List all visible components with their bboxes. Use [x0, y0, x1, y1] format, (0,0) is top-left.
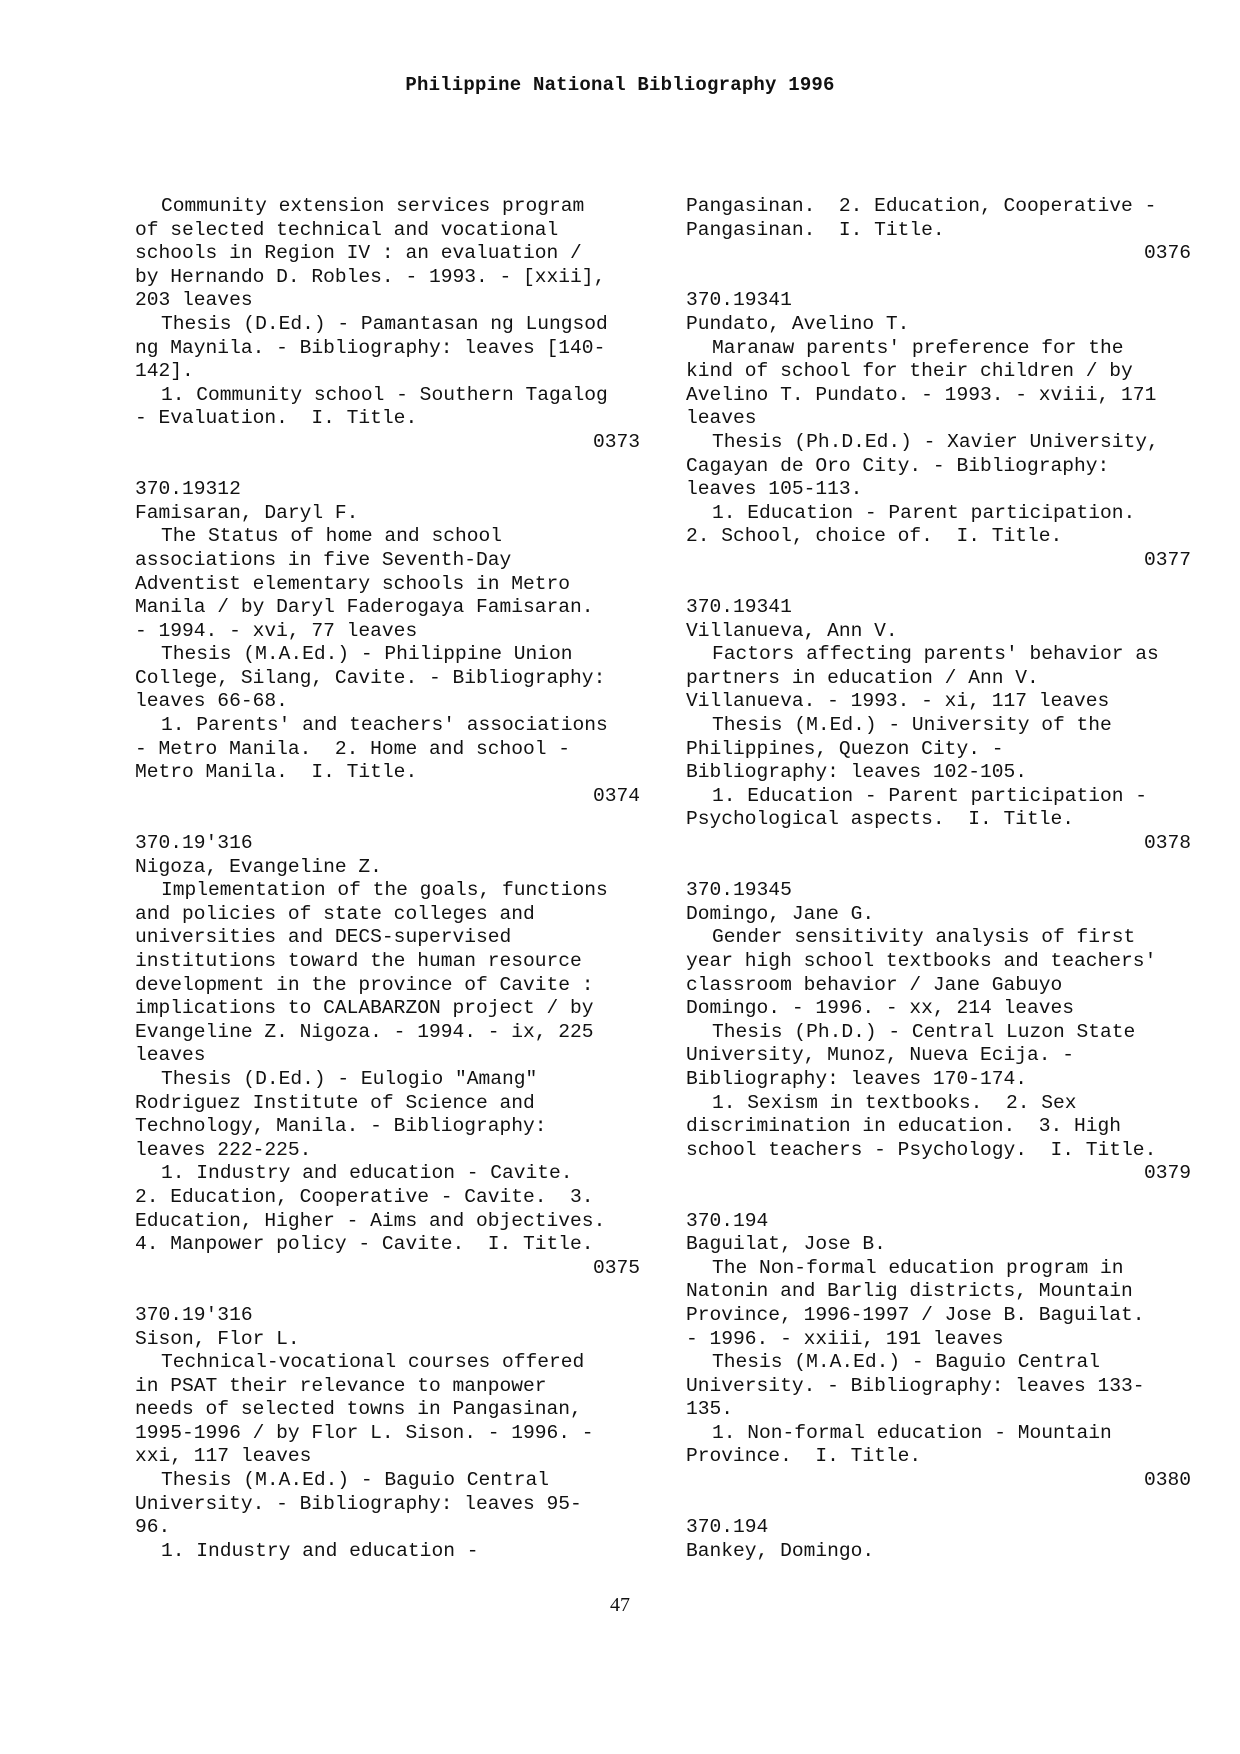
- entry-line: 370.19312: [135, 478, 241, 501]
- entry-line: 370.19'316: [135, 1303, 253, 1326]
- entry-line: 370.19341: [686, 289, 792, 312]
- entry-line: 1. Education - Parent participation -: [712, 784, 1148, 807]
- entry-line: school teachers - Psychology. I. Title.: [686, 1138, 1157, 1161]
- entry-line: 96.: [135, 1516, 171, 1539]
- entry-line: Technology, Manila. - Bibliography:: [135, 1115, 547, 1138]
- entry-line: ng Maynila. - Bibliography: leaves [140-: [135, 336, 606, 359]
- entry-line: Bankey, Domingo.: [686, 1539, 875, 1562]
- entry-line: Cagayan de Oro City. - Bibliography:: [686, 454, 1110, 477]
- right-column: [686, 195, 1191, 1563]
- entry-number: 0378: [1143, 832, 1191, 855]
- entry-line: by Hernando D. Robles. - 1993. - [xxii],: [135, 265, 606, 288]
- entry-line: Province. I. Title.: [686, 1445, 922, 1468]
- entry-gap: [135, 808, 640, 832]
- entry-number: 0375: [592, 1256, 640, 1279]
- entry-line: Manila / by Daryl Faderogaya Famisaran.: [135, 596, 594, 619]
- entry-line: 1. Sexism in textbooks. 2. Sex: [712, 1091, 1077, 1114]
- entry-line: leaves: [135, 1044, 206, 1067]
- entry-line: associations in five Seventh-Day: [135, 548, 512, 571]
- entry-number: 0379: [1143, 1162, 1191, 1185]
- entry-line: 2. Education, Cooperative - Cavite. 3.: [135, 1185, 594, 1208]
- entry-line: universities and DECS-supervised: [135, 926, 512, 949]
- entry-line: leaves 105-113.: [686, 478, 863, 501]
- entry-line: Evangeline Z. Nigoza. - 1994. - ix, 225: [135, 1020, 594, 1043]
- entry-line: Psychological aspects. I. Title.: [686, 808, 1075, 831]
- entry-line: Philippines, Quezon City. -: [686, 737, 1004, 760]
- entry-gap: [135, 1280, 640, 1304]
- entry-line: 370.19'316: [135, 832, 253, 855]
- entry-line: The Non-formal education program in: [712, 1256, 1124, 1279]
- entry-gap: [686, 573, 1191, 597]
- entry-line: - 1994. - xvi, 77 leaves: [135, 619, 418, 642]
- entry-line: Villanueva. - 1993. - xi, 117 leaves: [686, 690, 1110, 713]
- entry-number: 0376: [1143, 242, 1191, 265]
- entry-line: Thesis (D.Ed.) - Eulogio "Amang": [161, 1067, 538, 1090]
- entry-line: 370.19345: [686, 879, 792, 902]
- entry-line: 1. Non-formal education - Mountain: [712, 1421, 1112, 1444]
- entry-line: University. - Bibliography: leaves 133-: [686, 1374, 1145, 1397]
- entry-line: Technical-vocational courses offered: [161, 1351, 585, 1374]
- entry-line: Pangasinan. 2. Education, Cooperative -: [686, 195, 1157, 217]
- entry-line: 370.19341: [686, 596, 792, 619]
- entry-line: Thesis (M.Ed.) - University of the: [712, 714, 1112, 737]
- entry-line: discrimination in education. 3. High: [686, 1115, 1122, 1138]
- entry-number: 0373: [592, 430, 640, 453]
- entry-line: xxi, 117 leaves: [135, 1445, 312, 1468]
- entry-line: 203 leaves: [135, 289, 253, 312]
- entry-line: University. - Bibliography: leaves 95-: [135, 1492, 582, 1515]
- entry-line: institutions toward the human resource: [135, 950, 582, 972]
- entry-line: Pundato, Avelino T.: [686, 312, 910, 335]
- entry-gap: [135, 455, 640, 479]
- entry-gap: [686, 856, 1191, 880]
- entry-line: and policies of state colleges and: [135, 902, 535, 925]
- entry-line: 370.194: [686, 1516, 769, 1539]
- entry-number: 0380: [1143, 1469, 1191, 1492]
- entry-line: 1995-1996 / by Flor L. Sison. - 1996. -: [135, 1421, 594, 1444]
- entry-line: leaves 66-68.: [135, 690, 288, 713]
- entry-line: year high school textbooks and teachers': [686, 950, 1157, 972]
- entry-line: Natonin and Barlig districts, Mountain: [686, 1280, 1133, 1303]
- entry-line: Famisaran, Daryl F.: [135, 501, 359, 524]
- entry-line: Implementation of the goals, functions: [161, 879, 608, 902]
- entry-line: Maranaw parents' preference for the: [712, 336, 1124, 359]
- entry-line: 1. Parents' and teachers' associations: [161, 714, 608, 737]
- entry-line: Nigoza, Evangeline Z.: [135, 855, 382, 878]
- entry-line: leaves: [686, 407, 757, 430]
- entry-line: 1. Industry and education - Cavite.: [161, 1162, 573, 1185]
- entry-gap: [686, 266, 1191, 290]
- entry-line: Baguilat, Jose B.: [686, 1233, 886, 1256]
- entry-line: kind of school for their children / by: [686, 360, 1133, 383]
- entry-gap: [686, 1493, 1191, 1517]
- entry-line: 1. Education - Parent participation.: [712, 501, 1136, 524]
- entry-line: partners in education / Ann V.: [686, 666, 1039, 689]
- entry-line: 1. Industry and education -: [161, 1539, 479, 1562]
- entry-line: Pangasinan. I. Title.: [686, 218, 945, 241]
- entry-line: Rodriguez Institute of Science and: [135, 1091, 535, 1114]
- entry-line: The Status of home and school: [161, 525, 502, 548]
- entry-line: Factors affecting parents' behavior as: [712, 643, 1159, 666]
- entry-line: Thesis (M.A.Ed.) - Philippine Union: [161, 643, 573, 666]
- entry-line: Sison, Flor L.: [135, 1327, 300, 1350]
- entry-line: Thesis (Ph.D.) - Central Luzon State: [712, 1020, 1136, 1043]
- entry-line: Gender sensitivity analysis of first: [712, 926, 1136, 949]
- entry-line: 142].: [135, 360, 194, 383]
- entry-line: 2. School, choice of. I. Title.: [686, 525, 1063, 548]
- entry-line: Thesis (Ph.D.Ed.) - Xavier University,: [712, 430, 1159, 453]
- entry-line: - 1996. - xxiii, 191 leaves: [686, 1327, 1004, 1350]
- entry-line: Education, Higher - Aims and objectives.: [135, 1209, 606, 1232]
- entry-line: Province, 1996-1997 / Jose B. Baguilat.: [686, 1303, 1145, 1326]
- entry-line: implications to CALABARZON project / by: [135, 997, 594, 1020]
- entry-line: Metro Manila. I. Title.: [135, 761, 418, 784]
- entry-number: 0377: [1143, 548, 1191, 571]
- entry-line: Thesis (M.A.Ed.) - Baguio Central: [712, 1351, 1101, 1374]
- entry-line: College, Silang, Cavite. - Bibliography:: [135, 666, 606, 689]
- entry-line: Bibliography: leaves 170-174.: [686, 1067, 1027, 1090]
- entry-line: 1. Community school - Southern Tagalog: [161, 383, 608, 406]
- entry-line: 4. Manpower policy - Cavite. I. Title.: [135, 1233, 594, 1256]
- entry-line: - Evaluation. I. Title.: [135, 407, 418, 430]
- entry-number: 0374: [592, 784, 640, 807]
- entry-line: classroom behavior / Jane Gabuyo: [686, 973, 1063, 996]
- entry-line: Thesis (D.Ed.) - Pamantasan ng Lungsod: [161, 312, 608, 335]
- entry-line: needs of selected towns in Pangasinan,: [135, 1398, 582, 1421]
- entry-line: University, Munoz, Nueva Ecija. -: [686, 1044, 1075, 1067]
- entry-line: 135.: [686, 1398, 734, 1421]
- entry-line: Community extension services program: [161, 195, 585, 217]
- entry-line: in PSAT their relevance to manpower: [135, 1374, 547, 1397]
- entry-gap: [686, 1186, 1191, 1210]
- entry-line: of selected technical and vocational: [135, 218, 559, 241]
- entry-line: Domingo. - 1996. - xx, 214 leaves: [686, 997, 1075, 1020]
- entry-line: Adventist elementary schools in Metro: [135, 572, 571, 595]
- page-number: 47: [610, 1594, 630, 1616]
- entry-line: 370.194: [686, 1209, 769, 1232]
- entry-line: Thesis (M.A.Ed.) - Baguio Central: [161, 1469, 550, 1492]
- entry-line: Domingo, Jane G.: [686, 902, 875, 925]
- entry-line: schools in Region IV : an evaluation /: [135, 242, 582, 265]
- entry-line: Bibliography: leaves 102-105.: [686, 761, 1027, 784]
- left-column: [135, 195, 640, 1563]
- entry-line: development in the province of Cavite :: [135, 973, 594, 996]
- page-title: Philippine National Bibliography 1996: [405, 74, 835, 96]
- entry-line: Villanueva, Ann V.: [686, 619, 898, 642]
- entry-line: - Metro Manila. 2. Home and school -: [135, 737, 571, 760]
- entry-line: leaves 222-225.: [135, 1138, 312, 1161]
- entry-line: Avelino T. Pundato. - 1993. - xviii, 171: [686, 383, 1157, 406]
